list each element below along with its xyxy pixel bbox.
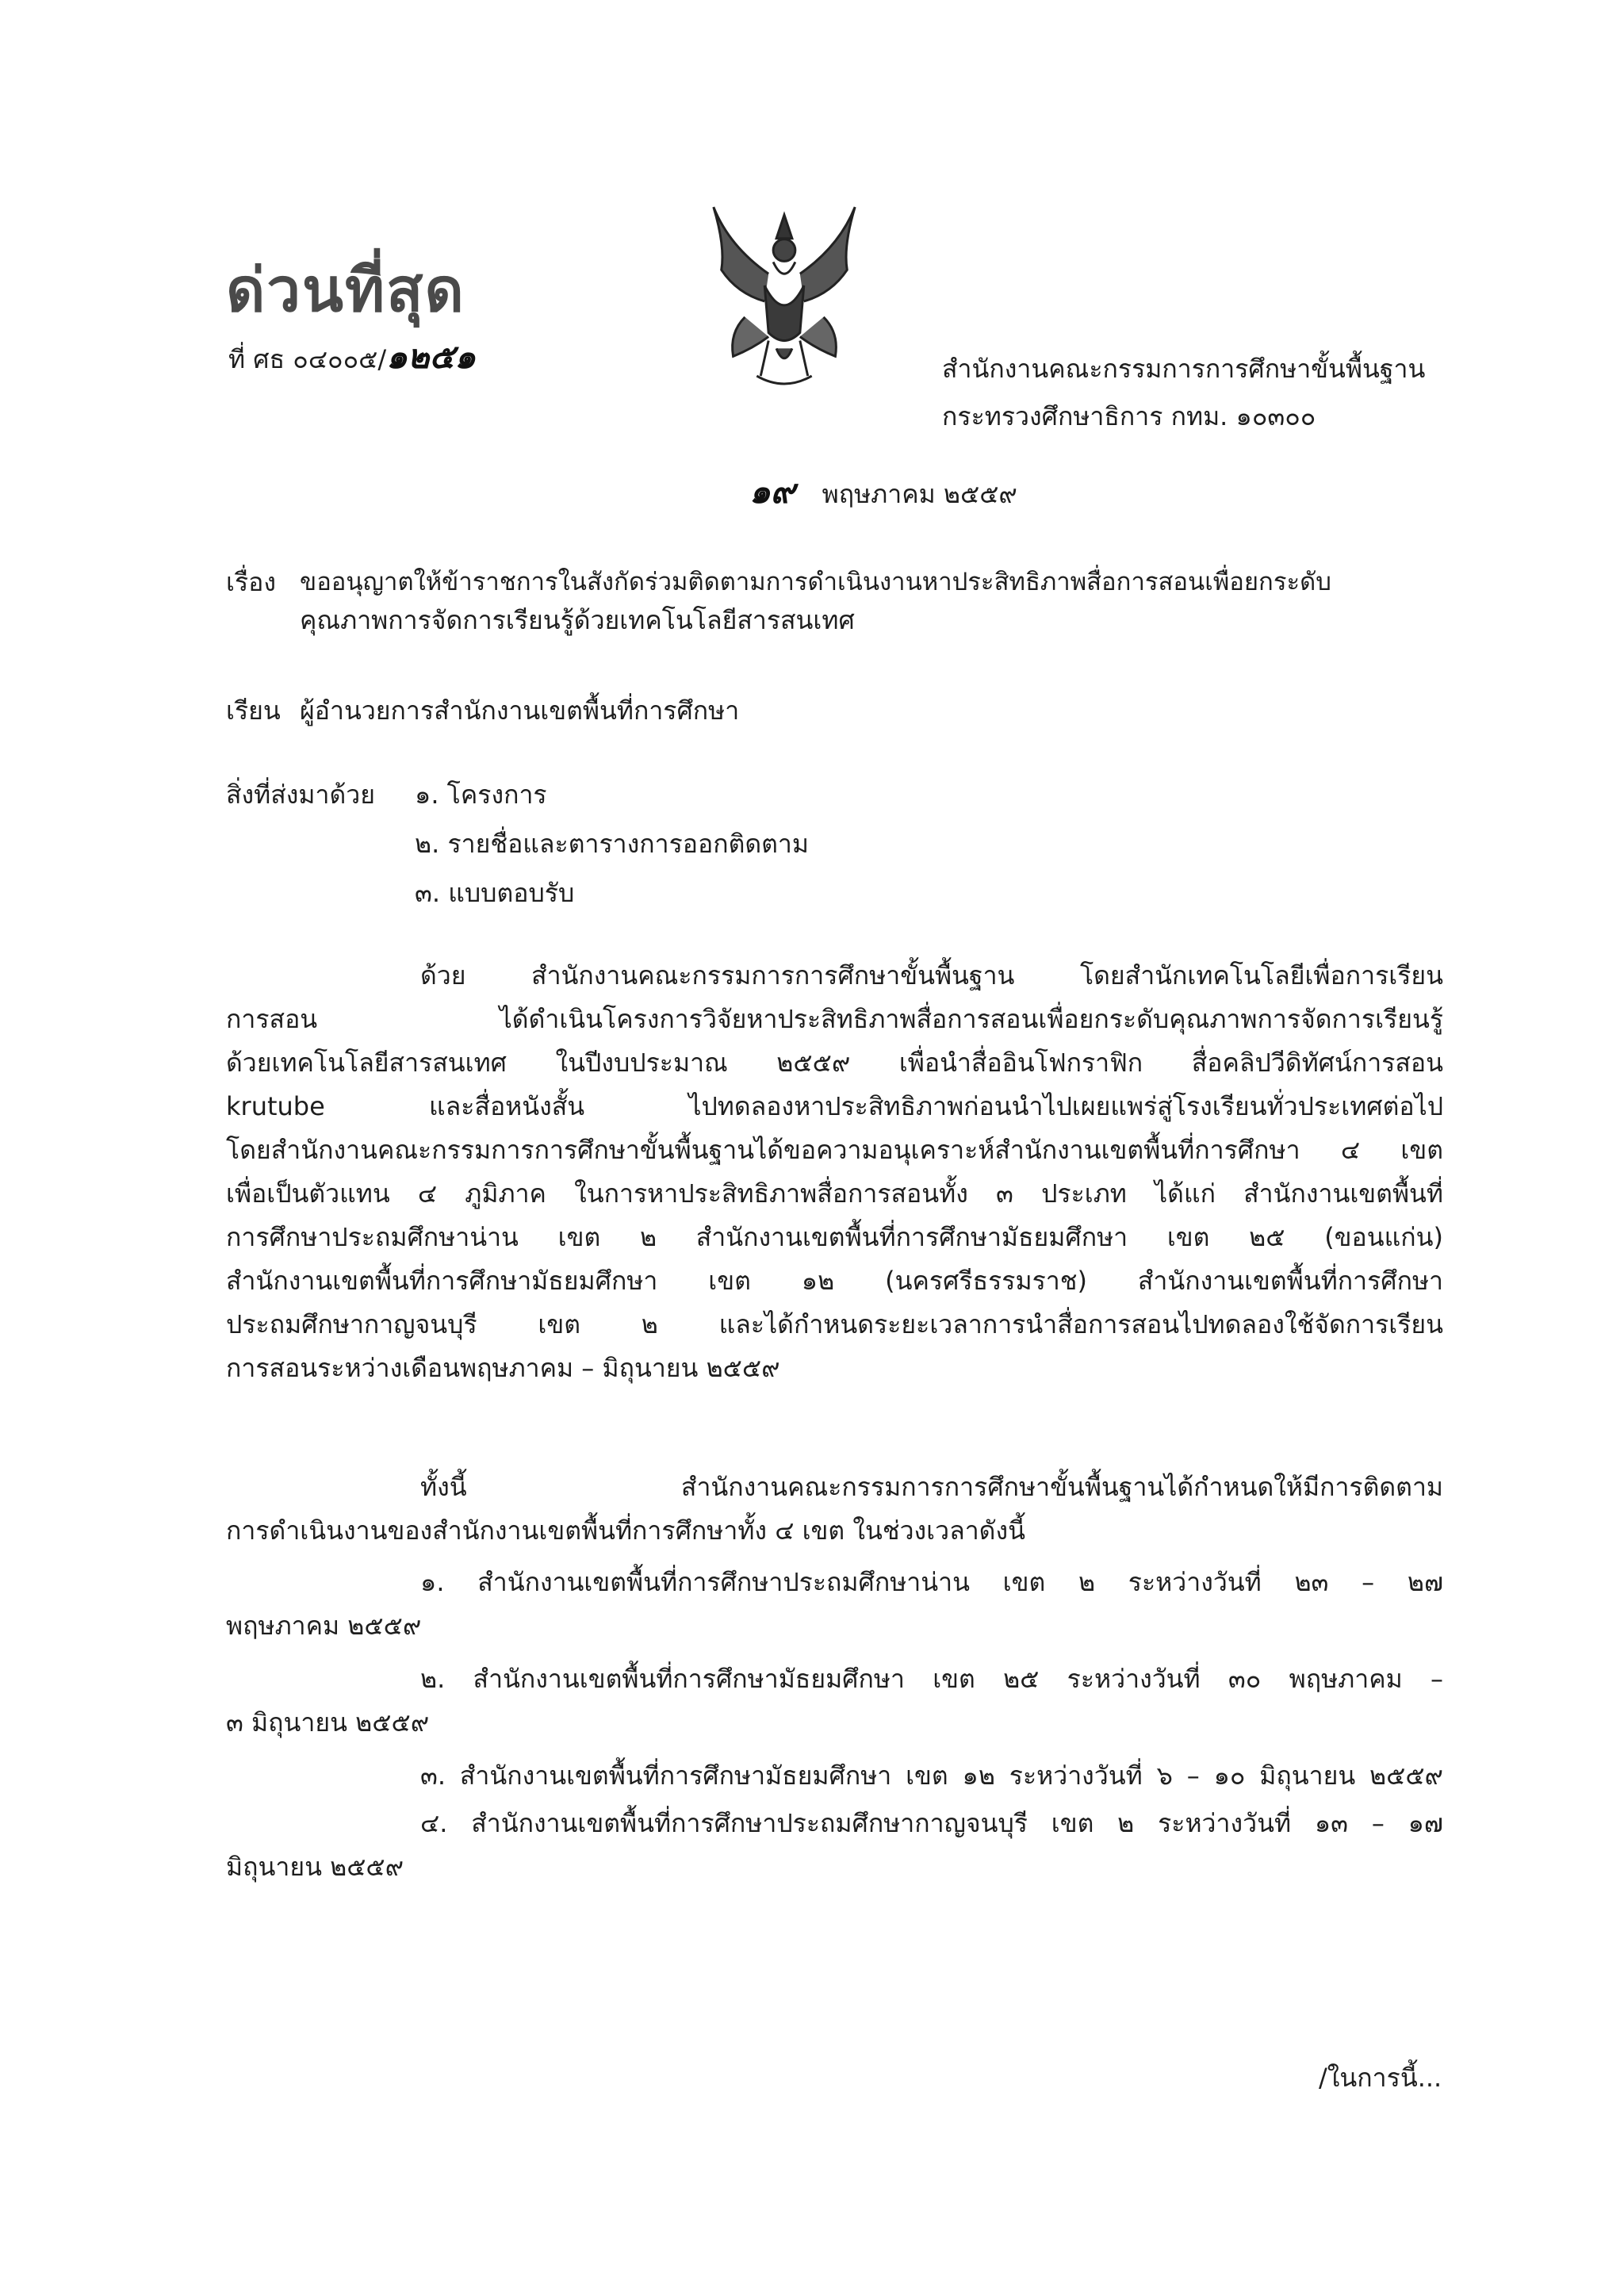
schedule-item-1	[226, 1561, 1443, 1648]
reference-prefix: ที่ ศธ ๐๔๐๐๕/	[228, 344, 387, 374]
schedule-item-line: ๓ มิถุนายน ๒๕๕๙	[226, 1707, 430, 1738]
enclosure-item: ๑. โครงการ	[415, 780, 547, 810]
salutation-label: เรียน	[226, 695, 281, 726]
paragraph-line: ด้วยเทคโนโลยีสารสนเทศ ในปีงบประมาณ ๒๕๕๙ เพื่อนำสื่ออินโฟกราฟิก สื่อคลิปวีดิทัศน์การสอน	[226, 1048, 1443, 1078]
schedule-item-line: ๑. สำนักงานเขตพื้นที่การศึกษาประถมศึกษาน่าน เขต ๒ ระหว่างวันที่ ๒๓ – ๒๗	[420, 1567, 1443, 1597]
subject-label: เรื่อง	[226, 567, 276, 597]
org-address-line2: กระทรวงศึกษาธิการ กทม. ๑๐๓๐๐	[942, 401, 1316, 431]
document-date	[749, 474, 1017, 511]
date-day-handwritten: ๑๙	[749, 472, 795, 511]
reference-handwritten-number: ๑๒๕๑	[386, 337, 476, 376]
enclosure-item: ๒. รายชื่อและตารางการออกติดตาม	[415, 829, 809, 859]
paragraph-line: โดยสำนักงานคณะกรรมการการศึกษาขั้นพื้นฐานได้ขอความอนุเคราะห์สำนักงานเขตพื้นที่การศึกษา ๔ เขต	[226, 1135, 1443, 1165]
schedule-item-line: ๔. สำนักงานเขตพื้นที่การศึกษาประถมศึกษากาญจนบุรี เขต ๒ ระหว่างวันที่ ๑๓ – ๑๗	[420, 1808, 1443, 1838]
schedule-item-line: พฤษภาคม ๒๕๕๙	[226, 1611, 422, 1641]
continuation-note: /ในการนี้...	[1319, 2063, 1442, 2093]
subject-line2: คุณภาพการจัดการเรียนรู้ด้วยเทคโนโลยีสารสนเทศ	[300, 605, 855, 635]
body-paragraph-1	[226, 954, 1443, 1390]
body-paragraph-2	[226, 1466, 1443, 1553]
salutation-recipient: ผู้อำนวยการสำนักงานเขตพื้นที่การศึกษา	[300, 695, 740, 726]
paragraph-line: การสอน ได้ดำเนินโครงการวิจัยหาประสิทธิภาพสื่อการสอนเพื่อยกระดับคุณภาพการจัดการเรียนรู้	[226, 1004, 1443, 1034]
subject-line1: ขออนุญาตให้ข้าราชการในสังกัดร่วมติดตามการดำเนินงานหาประสิทธิภาพสื่อการสอนเพื่อยกระดับ	[300, 568, 1331, 596]
urgency-stamp: ด่วนที่สุด	[226, 255, 465, 325]
paragraph-line: การสอนระหว่างเดือนพฤษภาคม – มิถุนายน ๒๕๕๙	[226, 1353, 780, 1383]
schedule-item-4	[226, 1802, 1443, 1889]
paragraph-line: krutube และสื่อหนังสั้น ไปทดลองหาประสิทธิภาพก่อนนำไปเผยแพร่สู่โรงเรียนทั่วประเทศต่อไป	[226, 1091, 1443, 1121]
paragraph-line: การศึกษาประถมศึกษาน่าน เขต ๒ สำนักงานเขตพื้นที่การศึกษามัธยมศึกษา เขต ๒๕ (ขอนแก่น)	[226, 1222, 1443, 1252]
paragraph-line: ทั้งนี้ สำนักงานคณะกรรมการการศึกษาขั้นพื้นฐานได้กำหนดให้มีการติดตาม	[420, 1472, 1443, 1502]
schedule-item-line: ๒. สำนักงานเขตพื้นที่การศึกษามัธยมศึกษา เขต ๒๕ ระหว่างวันที่ ๓๐ พฤษภาคม –	[420, 1664, 1443, 1694]
paragraph-line: สำนักงานเขตพื้นที่การศึกษามัธยมศึกษา เขต ๑๒ (นครศรีธรรมราช) สำนักงานเขตพื้นที่การศึกษา	[226, 1266, 1443, 1296]
enclosures-label: สิ่งที่ส่งมาด้วย	[226, 780, 375, 810]
paragraph-line: ด้วย สำนักงานคณะกรรมการการศึกษาขั้นพื้นฐาน โดยสำนักเทคโนโลยีเพื่อการเรียน	[420, 960, 1443, 990]
org-name-line1: สำนักงานคณะกรรมการการศึกษาขั้นพื้นฐาน	[942, 354, 1426, 384]
date-month-year: พฤษภาคม ๒๕๕๙	[822, 479, 1017, 509]
schedule-item-3	[226, 1754, 1443, 1798]
paragraph-line: เพื่อเป็นตัวแทน ๔ ภูมิภาค ในการหาประสิทธิภาพสื่อการสอนทั้ง ๓ ประเภท ได้แก่ สำนักงานเขตพื้นที่	[226, 1178, 1443, 1209]
enclosure-item: ๓. แบบตอบรับ	[415, 878, 575, 908]
paragraph-line: การดำเนินงานของสำนักงานเขตพื้นที่การศึกษาทั้ง ๔ เขต ในช่วงเวลาดังนี้	[226, 1515, 1025, 1546]
schedule-item-2	[226, 1657, 1443, 1745]
garuda-emblem-icon	[698, 198, 871, 397]
schedule-item-line: ๓. สำนักงานเขตพื้นที่การศึกษามัธยมศึกษา เขต ๑๒ ระหว่างวันที่ ๖ – ๑๐ มิถุนายน ๒๕๕๙	[420, 1761, 1443, 1791]
schedule-item-line: มิถุนายน ๒๕๕๙	[226, 1852, 404, 1882]
reference-number	[228, 339, 476, 377]
paragraph-line: ประถมศึกษากาญจนบุรี เขต ๒ และได้กำหนดระยะเวลาการนำสื่อการสอนไปทดลองใช้จัดการเรียน	[226, 1309, 1443, 1339]
